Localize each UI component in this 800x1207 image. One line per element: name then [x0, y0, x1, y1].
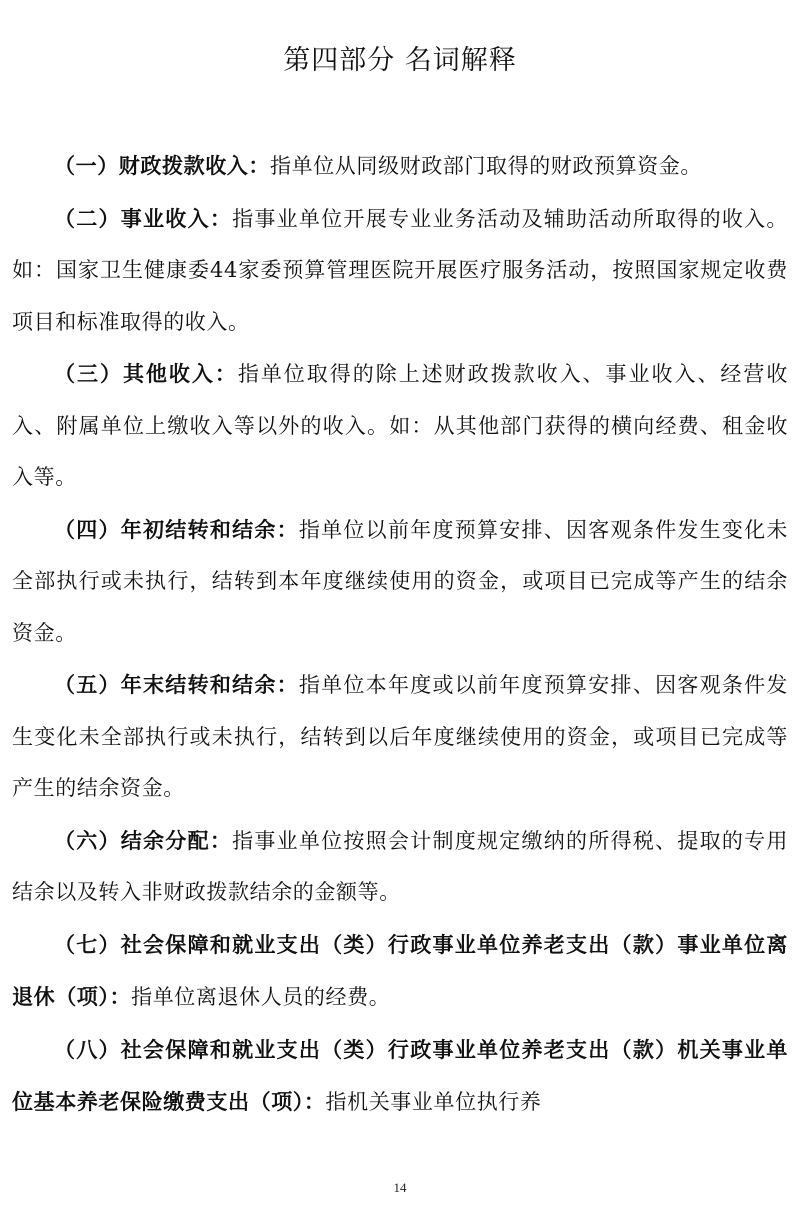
- definition-entry: [12, 193, 788, 349]
- definition-entry: [12, 504, 788, 660]
- definition-entry: [12, 919, 788, 1024]
- definition-entry: [12, 348, 788, 504]
- page-number: 14: [393, 1180, 407, 1195]
- definition-text: 指单位本年度或以前年度预算安排、因客观条件发生变化未全部执行或未执行，结转到以后年度继续使用的资金，或项目已完成等产生的结余资金。: [12, 673, 788, 800]
- definition-entry: [12, 140, 788, 193]
- definition-term: （一）财政拨款收入：: [54, 153, 270, 178]
- definition-term: （七）社会保障和就业支出（类）行政事业单位养老支出（款）事业单位离退休（项）：: [12, 931, 788, 1009]
- definition-text: 指单位取得的除上述财政拨款收入、事业收入、经营收入、附属单位上缴收入等以外的收入。如：从其他部门获得的横向经费、租金收入等。: [12, 362, 788, 489]
- definition-text: 指事业单位开展专业业务活动及辅助活动所取得的收入。如：国家卫生健康委44家委预算管理医院开展医疗服务活动，按照国家规定收费项目和标准取得的收入。: [12, 206, 788, 334]
- definition-term: （五）年末结转和结余：: [54, 672, 299, 697]
- definition-entry: [12, 1024, 788, 1129]
- definition-term: （四）年初结转和结余：: [54, 516, 299, 542]
- definition-entry: [12, 659, 788, 815]
- definition-text: 指单位从同级财政部门取得的财政预算资金。: [270, 154, 702, 178]
- definition-term: （二）事业收入：: [54, 205, 233, 231]
- definition-entry: [12, 815, 788, 919]
- definition-text: 指机关事业单位执行养: [325, 1090, 542, 1114]
- definition-text: 指单位离退休人员的经费。: [131, 985, 391, 1009]
- definition-term: （三）其他收入：: [54, 361, 238, 386]
- page-title: 第四部分 名词解释: [283, 45, 517, 76]
- definition-term: （八）社会保障和就业支出（类）行政事业单位养老支出（款）机关事业单位基本养老保险缴费支出（项）：: [12, 1036, 788, 1114]
- definition-text: 指单位以前年度预算安排、因客观条件发生变化未全部执行或未执行，结转到本年度继续使用的资金，或项目已完成等产生的结余资金。: [12, 517, 788, 645]
- definition-text: 指事业单位按照会计制度规定缴纳的所得税、提取的专用结余以及转入非财政拨款结余的金额等。: [12, 828, 788, 904]
- definition-term: （六）结余分配：: [54, 827, 233, 853]
- definitions-list: [12, 140, 788, 1129]
